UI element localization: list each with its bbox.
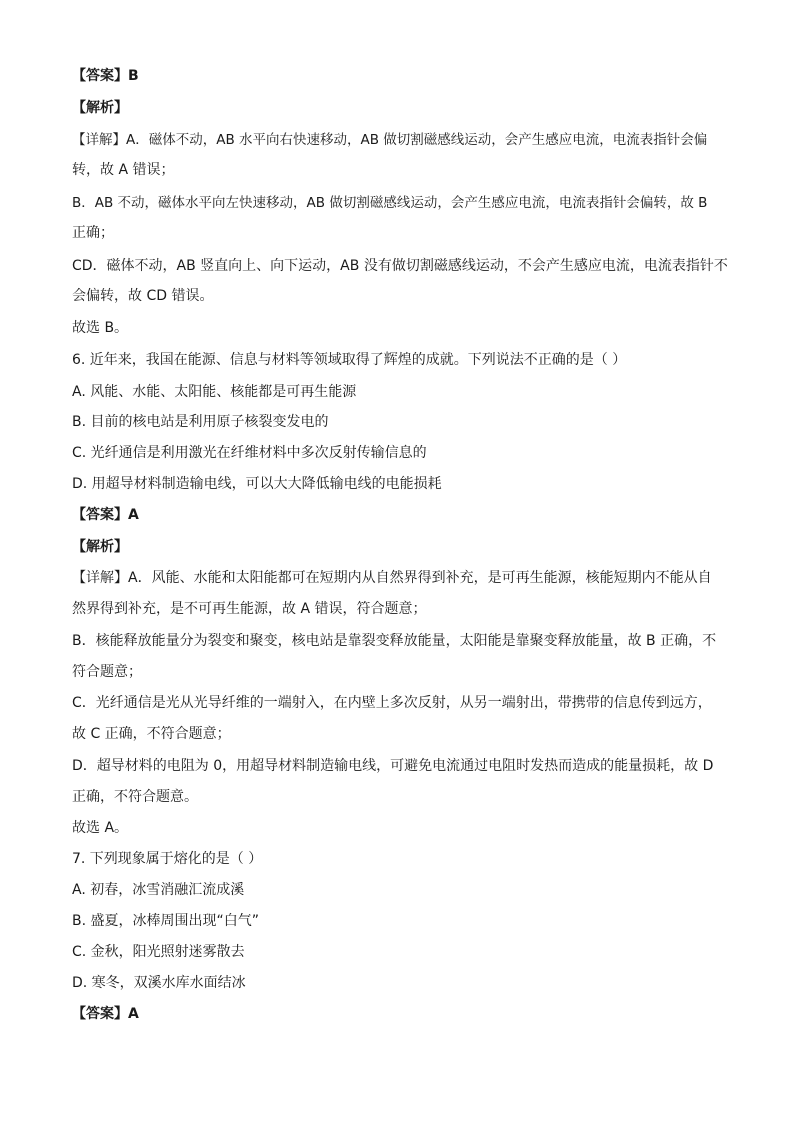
q6-detail-line-6: 故 C 正确，不符合题意； (72, 726, 231, 742)
q5-detail-line-5: CD．磁体不动，AB 竖直向上、向下运动，AB 没有做切割磁感线运动，不会产生感应电流，电流表指针不 (72, 258, 728, 274)
q5-analysis-label: 【解析】 (72, 100, 128, 116)
q6-detail-line-2: 然界得到补充，是不可再生能源，故 A 错误，符合题意； (72, 601, 427, 617)
q6-detail-line-8: 正确，不符合题意。 (72, 789, 198, 805)
q7-option-a: A. 初春，冰雪消融汇流成溪 (72, 882, 245, 898)
q6-option-a: A. 风能、水能、太阳能、核能都是可再生能源 (72, 384, 357, 400)
q7-option-b: B. 盛夏，冰棒周围出现“白气” (72, 913, 260, 929)
q6-answer: 【答案】A (72, 507, 139, 523)
q6-option-c: C. 光纤通信是利用激光在纤维材料中多次反射传输信息的 (72, 445, 427, 461)
q5-conclusion: 故选 B。 (72, 320, 129, 336)
q5-detail-line-1: 【详解】A．磁体不动，AB 水平向右快速移动，AB 做切割磁感线运动，会产生感应电流，电流表指针会偏 (72, 132, 708, 148)
q6-stem: 6. 近年来，我国在能源、信息与材料等领域取得了辉煌的成就。下列说法不正确的是（ ） (72, 352, 627, 368)
q5-detail-line-3: B．AB 不动，磁体水平向左快速移动，AB 做切割磁感线运动，会产生感应电流，电流表指针会偏转，故 B (72, 195, 708, 211)
q5-detail-line-4: 正确； (72, 225, 114, 241)
q6-detail-line-1: 【详解】A．风能、水能和太阳能都可在短期内从自然界得到补充，是可再生能源，核能短期内不能从自 (72, 570, 712, 586)
q7-stem: 7. 下列现象属于熔化的是（ ） (72, 851, 263, 867)
q7-answer: 【答案】A (72, 1006, 139, 1022)
q7-option-d: D. 寒冬，双溪水库水面结冰 (72, 975, 246, 991)
q6-detail-line-7: D．超导材料的电阻为 0，用超导材料制造输电线，可避免电流通过电阻时发热而造成的能量损耗，故 D (72, 758, 714, 774)
q5-detail-line-6: 会偏转，故 CD 错误。 (72, 288, 214, 304)
q6-analysis-label: 【解析】 (72, 539, 128, 555)
q6-detail-line-5: C．光纤通信是光从光导纤维的一端射入，在内壁上多次反射，从另一端射出，带携带的信息传到远方， (72, 695, 712, 711)
q5-detail-line-2: 转，故 A 错误； (72, 162, 175, 178)
q7-option-c: C. 金秋，阳光照射迷雾散去 (72, 944, 245, 960)
q5-answer: 【答案】B (72, 68, 139, 84)
q6-detail-line-4: 符合题意； (72, 664, 142, 680)
q6-conclusion: 故选 A。 (72, 820, 129, 836)
q6-detail-line-3: B．核能释放能量分为裂变和聚变，核电站是靠裂变释放能量，太阳能是靠聚变释放能量，故 B 正确，不 (72, 633, 717, 649)
q6-option-b: B. 目前的核电站是利用原子核裂变发电的 (72, 414, 329, 430)
q6-option-d: D. 用超导材料制造输电线，可以大大降低输电线的电能损耗 (72, 476, 442, 492)
